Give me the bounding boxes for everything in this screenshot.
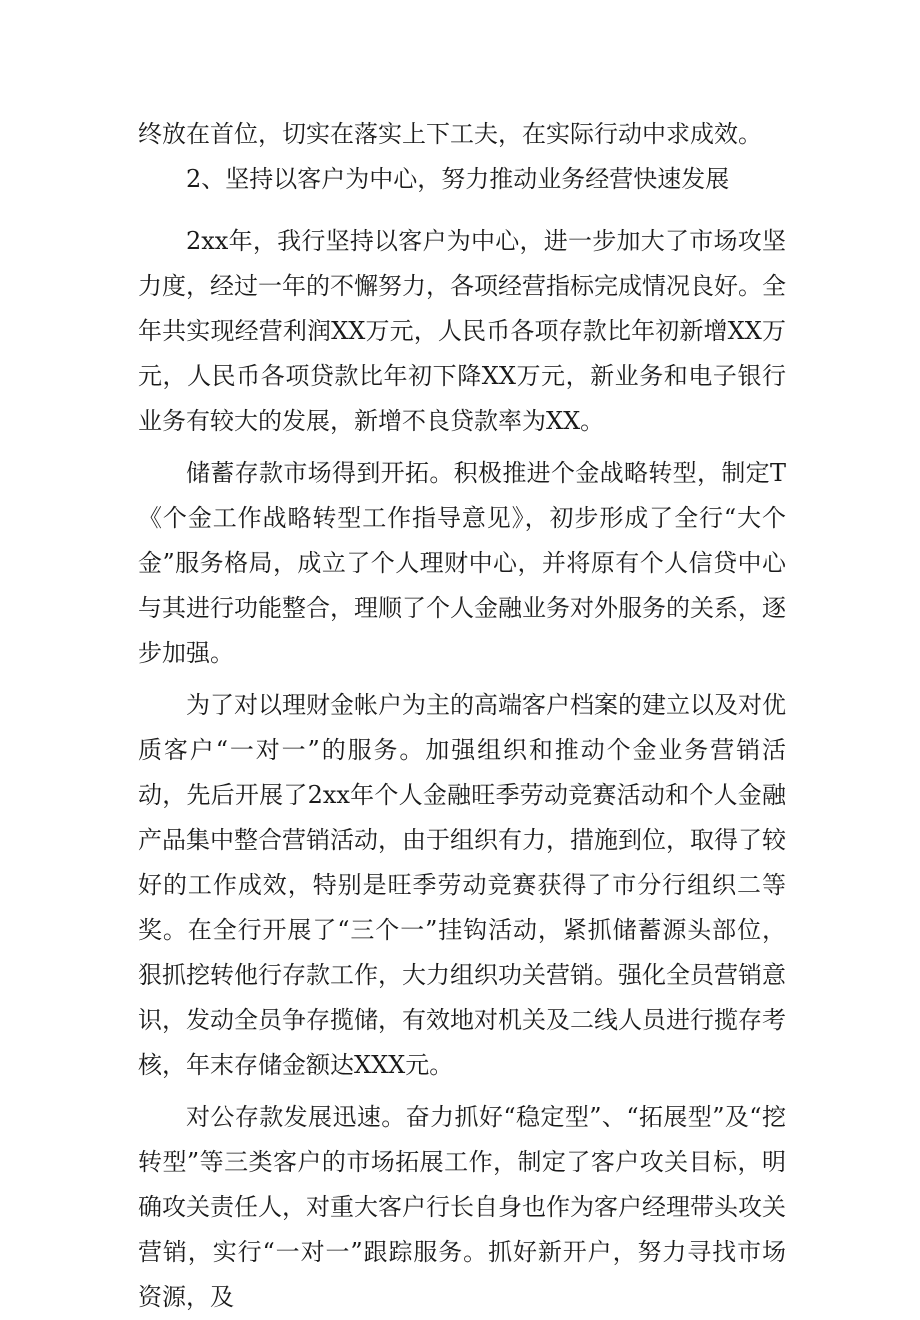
paragraph-overview: 2xx年，我行坚持以客户为中心，进一步加大了市场攻坚力度，经过一年的不懈努力，各项经营指标完成情况良好。全年共实现经营利润XX万元，人民币各项存款比年初新增XX万元，人民币各项贷款比年初下降XX万元，新业务和电子银行业务有较大的发展，新增不良贷款率为XX。 xyxy=(138,227,786,435)
document-body xyxy=(138,112,786,1320)
paragraph-marketing: 为了对以理财金帐户为主的高端客户档案的建立以及对优质客户“一对一”的服务。加强组织和推动个金业务营销活动，先后开展了2xx年个人金融旺季劳动竞赛活动和个人金融产品集中整合营销活动，由于组织有力，措施到位，取得了较好的工作成效，特别是旺季劳动竞赛获得了市分行组织二等奖。在全行开展了“三个一”挂钩活动，紧抓储蓄源头部位，狠抓挖转他行存款工作，大力组织功关营销。强化全员营销意识，发动全员争存揽储，有效地对机关及二线人员进行揽存考核，年末存储金额达XXX元。 xyxy=(138,691,786,1079)
paragraph-continued: 终放在首位，切实在落实上下工夫，在实际行动中求成效。 xyxy=(138,120,762,148)
paragraph-corporate-deposits: 对公存款发展迅速。奋力抓好“稳定型”、“拓展型”及“挖转型”等三类客户的市场拓展工作，制定了客户攻关目标，明确攻关责任人，对重大客户行长自身也作为客户经理带头攻关营销，实行“一对一”跟踪服务。抓好新开户，努力寻找市场资源，及 xyxy=(138,1103,786,1311)
paragraph-savings: 储蓄存款市场得到开拓。积极推进个金战略转型，制定T《个金工作战略转型工作指导意见》，初步形成了全行“大个金”服务格局，成立了个人理财中心，并将原有个人信贷中心与其进行功能整合，理顺了个人金融业务对外服务的关系，逐步加强。 xyxy=(138,459,786,667)
section-heading: 2、坚持以客户为中心，努力推动业务经营快速发展 xyxy=(186,165,730,193)
